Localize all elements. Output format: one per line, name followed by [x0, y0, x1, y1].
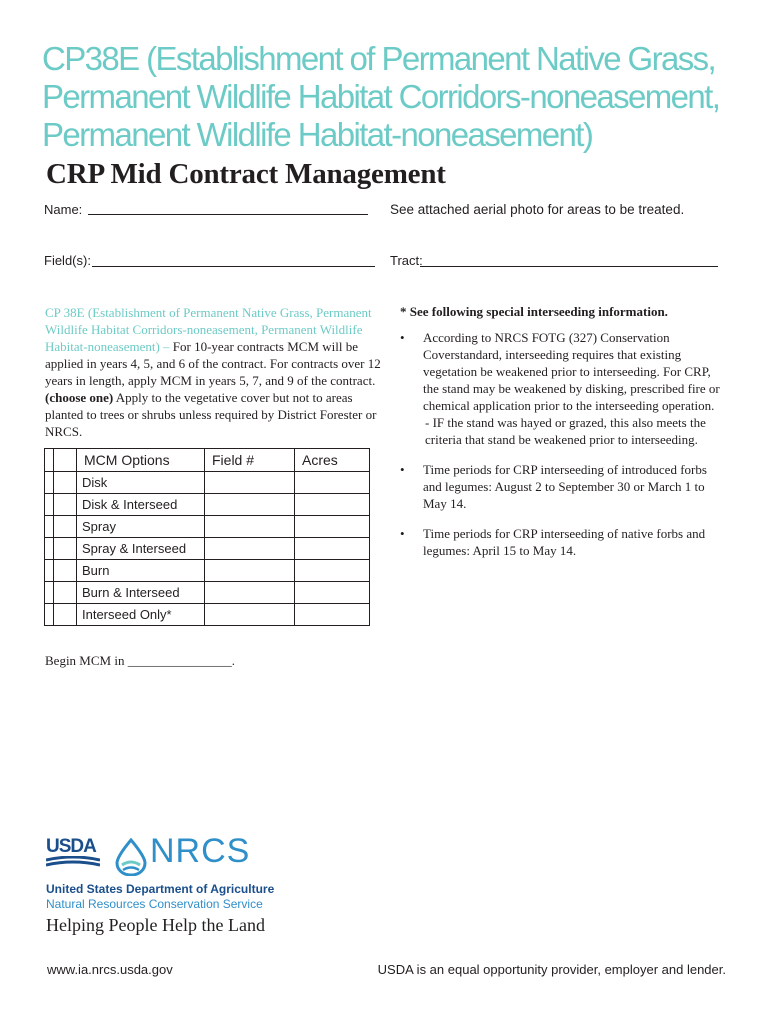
option-checkbox[interactable] [54, 516, 77, 538]
option-checkbox[interactable] [54, 604, 77, 626]
aerial-photo-note: See attached aerial photo for areas to be treated. [390, 202, 685, 217]
tract-label: Tract: [390, 253, 423, 268]
bullet-icon: • [400, 330, 405, 345]
fields-field[interactable] [92, 266, 375, 267]
acres-cell[interactable] [295, 582, 370, 604]
list-item [398, 329, 728, 448]
name-label: Name: [44, 202, 83, 217]
header-blank-1 [45, 449, 54, 472]
name-field[interactable] [88, 214, 368, 215]
table-header-row [45, 449, 370, 472]
document-title [42, 40, 742, 154]
option-checkbox[interactable] [54, 472, 77, 494]
table-row [45, 538, 370, 560]
interseeding-info [398, 303, 728, 572]
header-blank-2 [54, 449, 77, 472]
option-label: Burn & Interseed [77, 582, 205, 604]
table-row [45, 560, 370, 582]
title-line-1: CP38E (Establishment of Permanent Native Grass, [42, 40, 716, 77]
nrcs-wordmark: NRCS [150, 832, 251, 870]
option-label: Burn [77, 560, 205, 582]
row-blank-cell [45, 516, 54, 538]
table-row [45, 516, 370, 538]
mcm-years-text: For 10-year contracts MCM will be applied in years 4, 5, and 6 of the contract. For contracts over 12 years in length, apply MCM in years 5, 7, and 9 of the contract. [45, 339, 381, 388]
bullet-note: - IF the stand was hayed or grazed, this also meets the criteria that stand be weakened prior to interseeding. [425, 415, 706, 447]
field-number-cell[interactable] [205, 516, 295, 538]
agency-name: United States Department of Agriculture [46, 882, 275, 896]
row-blank-cell [45, 494, 54, 516]
header-field-number: Field # [205, 449, 295, 472]
usda-wordmark: USDA [46, 836, 96, 857]
website-link[interactable]: www.ia.nrcs.usda.gov [47, 962, 173, 977]
option-label: Disk [77, 472, 205, 494]
document-subtitle: CRP Mid Contract Management [46, 158, 446, 190]
apply-text: Apply to the vegetative cover but not to areas planted to trees or shrubs unless required by District Forester or NRCS. [45, 390, 377, 439]
table-row [45, 494, 370, 516]
option-label: Interseed Only* [77, 604, 205, 626]
acres-cell[interactable] [295, 516, 370, 538]
table-row [45, 604, 370, 626]
title-line-3: Permanent Wildlife Habitat-noneasement) [42, 116, 593, 153]
acres-cell[interactable] [295, 560, 370, 582]
bullet-text: Time periods for CRP interseeding of native forbs and legumes: April 15 to May 14. [423, 526, 706, 558]
field-number-cell[interactable] [205, 494, 295, 516]
field-number-cell[interactable] [205, 604, 295, 626]
option-label: Spray & Interseed [77, 538, 205, 560]
title-line-2: Permanent Wildlife Habitat Corridors-noneasement, [42, 78, 720, 115]
acres-cell[interactable] [295, 604, 370, 626]
bullet-icon: • [400, 526, 405, 541]
usda-logo-icon [46, 836, 100, 870]
header-acres: Acres [295, 449, 370, 472]
option-checkbox[interactable] [54, 494, 77, 516]
field-number-cell[interactable] [205, 582, 295, 604]
acres-cell[interactable] [295, 494, 370, 516]
bullet-icon: • [400, 462, 405, 477]
tagline: Helping People Help the Land [46, 915, 265, 935]
fields-label: Field(s): [44, 253, 91, 268]
list-item [398, 461, 728, 512]
row-blank-cell [45, 472, 54, 494]
usda-hills-icon [46, 856, 100, 870]
bullet-text: Time periods for CRP interseeding of introduced forbs and legumes: August 2 to September 30 or March 1 to May 14. [423, 462, 707, 511]
row-blank-cell [45, 604, 54, 626]
option-label: Spray [77, 516, 205, 538]
mcm-instructions [45, 304, 390, 440]
begin-mcm-field[interactable]: Begin MCM in ________________. [45, 653, 235, 668]
option-checkbox[interactable] [54, 560, 77, 582]
bullet-text: According to NRCS FOTG (327) Conservation Coverstandard, interseeding requires that existing vegetation be weakened prior to interseeding. For CRP, the stand may be weakened by disking, prescribed fire or chemical application prior to the interseeding operation. [423, 330, 720, 413]
tract-field[interactable] [420, 266, 718, 267]
field-number-cell[interactable] [205, 560, 295, 582]
option-checkbox[interactable] [54, 582, 77, 604]
row-blank-cell [45, 582, 54, 604]
choose-one-text: (choose one) [45, 390, 114, 405]
table-row [45, 582, 370, 604]
field-number-cell[interactable] [205, 538, 295, 560]
interseeding-heading: * See following special interseeding information. [400, 304, 668, 319]
row-blank-cell [45, 538, 54, 560]
list-item [398, 525, 728, 559]
agency-subname: Natural Resources Conservation Service [46, 897, 263, 911]
option-label: Disk & Interseed [77, 494, 205, 516]
option-checkbox[interactable] [54, 538, 77, 560]
acres-cell[interactable] [295, 538, 370, 560]
acres-cell[interactable] [295, 472, 370, 494]
practice-description: CP 38E (Establishment of Permanent Native Grass, Permanent Wildlife Habitat Corridors-noneasement, Permanent Wildlife Habitat-noneasement) – [45, 305, 372, 354]
field-number-cell[interactable] [205, 472, 295, 494]
water-drop-icon [114, 838, 148, 876]
mcm-options-table [44, 448, 370, 626]
table-row [45, 472, 370, 494]
row-blank-cell [45, 560, 54, 582]
header-mcm-options: MCM Options [77, 449, 205, 472]
eeo-statement: USDA is an equal opportunity provider, employer and lender. [377, 962, 726, 977]
